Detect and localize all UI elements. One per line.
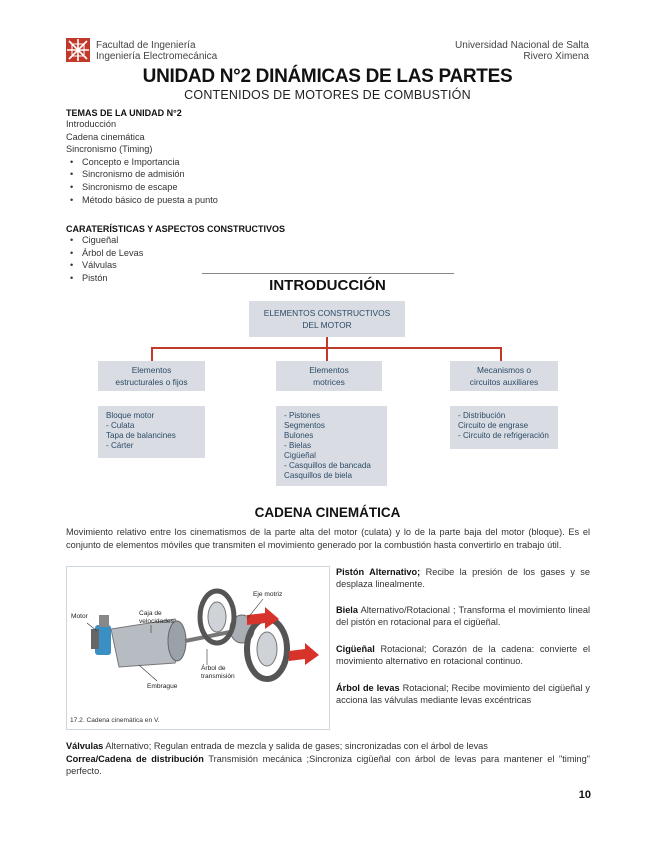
definition-biela xyxy=(336,604,590,629)
definition-term: Cigüeñal xyxy=(336,644,375,654)
diagram-item: - Cárter xyxy=(106,441,134,450)
author-name: Rivero Ximena xyxy=(523,51,589,62)
figure-label-line: Caja de xyxy=(139,610,162,617)
category-title-line: Mecanismos o xyxy=(477,365,531,375)
topics-section xyxy=(66,108,218,206)
diagram-category-box xyxy=(276,361,382,391)
diagram-item: Segmentos xyxy=(284,421,325,430)
section-divider xyxy=(202,273,454,274)
category-title-line: circuitos auxiliares xyxy=(469,377,539,387)
definition-valvulas xyxy=(66,740,590,752)
faculty-line-2: Ingeniería Electromecánica xyxy=(96,51,218,62)
definition-term: Pistón Alternativo; xyxy=(336,567,421,577)
definition-text: Alternativo; Regulan entrada de mezcla y salida de gases; sincronizadas con el árbol de levas xyxy=(105,741,488,751)
figure-caption: 17.2. Cadena cinemática en V. xyxy=(70,717,160,724)
definition-term: Correa/Cadena de distribución xyxy=(66,754,204,764)
characteristics-section xyxy=(66,224,285,284)
category-title-line: Elementos xyxy=(309,365,349,375)
definition-text: Transmisión mecánica ;Sincroniza cigüeñal con árbol de levas para mantener el "timing" perfecto. xyxy=(66,754,590,777)
figure-label-line: transmisión xyxy=(201,672,235,680)
definition-text: Alternativo/Rotacional ; Transforma el movimiento lineal del pistón en rotacional para el cigüeñal. xyxy=(336,605,590,628)
cadena-paragraph: Movimiento relativo entre los cinematismos de la parte alta del motor (culata) y lo de la parte baja del motor (bloque). Es el conjunto de elementos móviles que transmiten el movimiento generado por la combustión hasta convertirlo en trabajo útil. xyxy=(66,527,590,550)
definition-term: Biela xyxy=(336,605,358,615)
diagram-item: Circuito de engrase xyxy=(458,421,529,430)
figure-label-driveshaft xyxy=(201,665,235,680)
page-title: UNIDAD N°2 DINÁMICAS DE LAS PARTES xyxy=(142,66,513,87)
connector-line xyxy=(500,347,502,362)
list-item: • Método básico de puesta a punto xyxy=(66,194,218,207)
diagram-item: - Bielas xyxy=(284,441,311,450)
diagram-items-box xyxy=(276,406,387,486)
intro-heading: INTRODUCCIÓN xyxy=(269,277,386,294)
definition-correa xyxy=(66,753,590,778)
list-item: • Concepto e Importancia xyxy=(66,156,218,169)
diagram-item: Tapa de balancines xyxy=(106,431,176,440)
faculty-name xyxy=(96,40,217,62)
list-item: • Sincronismo de escape xyxy=(66,181,218,194)
topic-plain: Sincronismo (Timing) xyxy=(66,144,153,155)
definition-text: Recibe la presión de los gases y se desplaza linealmente. xyxy=(336,567,591,590)
list-item: • Sincronismo de admisión xyxy=(66,168,218,181)
figure-label-line: Árbol de xyxy=(201,665,226,672)
list-item: • Árbol de Levas xyxy=(66,247,285,260)
figure-label-gearbox xyxy=(139,610,174,625)
page-number: 10 xyxy=(578,789,591,801)
page-subtitle: CONTENIDOS DE MOTORES DE COMBUSTIÓN xyxy=(184,88,471,102)
diagram-item: - Culata xyxy=(106,421,135,430)
diagram-category-box xyxy=(450,361,558,391)
diagram-item: - Distribución xyxy=(458,411,506,420)
figure-label-motor: Motor xyxy=(71,613,88,620)
definition-text: Rotacional; Recibe movimiento del cigüeñal y acciona las válvulas mediante levas excéntricas xyxy=(336,683,590,706)
figure-label-line: velocidades xyxy=(139,617,174,625)
definition-text: Rotacional; Corazón de la cadena: convierte el movimiento alternativo en rotacional continuo. xyxy=(336,644,590,667)
category-title-line: Elementos xyxy=(131,365,172,375)
diagram-items-box xyxy=(98,406,205,458)
university-logo xyxy=(66,38,90,62)
drivetrain-figure xyxy=(66,566,330,730)
list-item: • Cigueñal xyxy=(66,234,285,247)
faculty-line-1: Facultad de Ingeniería xyxy=(96,40,196,51)
definition-term: Válvulas xyxy=(66,741,104,751)
topics-heading: TEMAS DE LA UNIDAD N°2 xyxy=(66,108,182,118)
diagram-item: Casquillos de biela xyxy=(284,471,352,480)
list-item: • Válvulas xyxy=(66,259,285,272)
diagram-item: Cigüeñal xyxy=(284,451,316,460)
topics-bullet-list xyxy=(66,156,218,206)
figure-label-clutch: Embrague xyxy=(147,683,178,690)
cadena-heading: CADENA CINEMÁTICA xyxy=(254,505,401,520)
diagram-root-line-1: ELEMENTOS CONSTRUCTIVOS xyxy=(263,308,391,318)
diagram-category-box xyxy=(98,361,205,391)
figure-label-axle: Eje motriz xyxy=(253,591,283,598)
connector-line xyxy=(326,347,328,362)
definition-term: Árbol de levas xyxy=(336,683,400,693)
category-title-line: motrices xyxy=(313,377,345,387)
diagram-item: - Circuito de refrigeración xyxy=(458,431,549,440)
diagram-root-box xyxy=(249,301,405,337)
characteristics-heading: CARATERÍSTICAS Y ASPECTOS CONSTRUCTIVOS xyxy=(66,224,286,234)
university-name: Universidad Nacional de Salta xyxy=(455,40,589,51)
connector-line xyxy=(151,347,153,362)
topic-plain: Introducción xyxy=(66,119,117,129)
definition-arbol-levas xyxy=(336,682,590,707)
list-item: • Pistón xyxy=(66,272,285,285)
definition-ciguenal xyxy=(336,643,590,668)
category-title-line: estructurales o fijos xyxy=(115,377,188,387)
university-block xyxy=(455,40,589,62)
diagram-item: Bulones xyxy=(284,431,314,440)
diagram-item: - Casquillos de bancada xyxy=(284,461,371,470)
diagram-root-line-2: DEL MOTOR xyxy=(302,320,352,330)
drivetrain-illustration xyxy=(67,567,329,717)
diagram-item: Bloque motor xyxy=(106,411,155,420)
definition-piston xyxy=(336,566,590,591)
topic-plain: Cadena cinemática xyxy=(66,131,145,142)
diagram-item: - Pistones xyxy=(284,411,320,420)
diagram-items-box xyxy=(450,406,558,449)
